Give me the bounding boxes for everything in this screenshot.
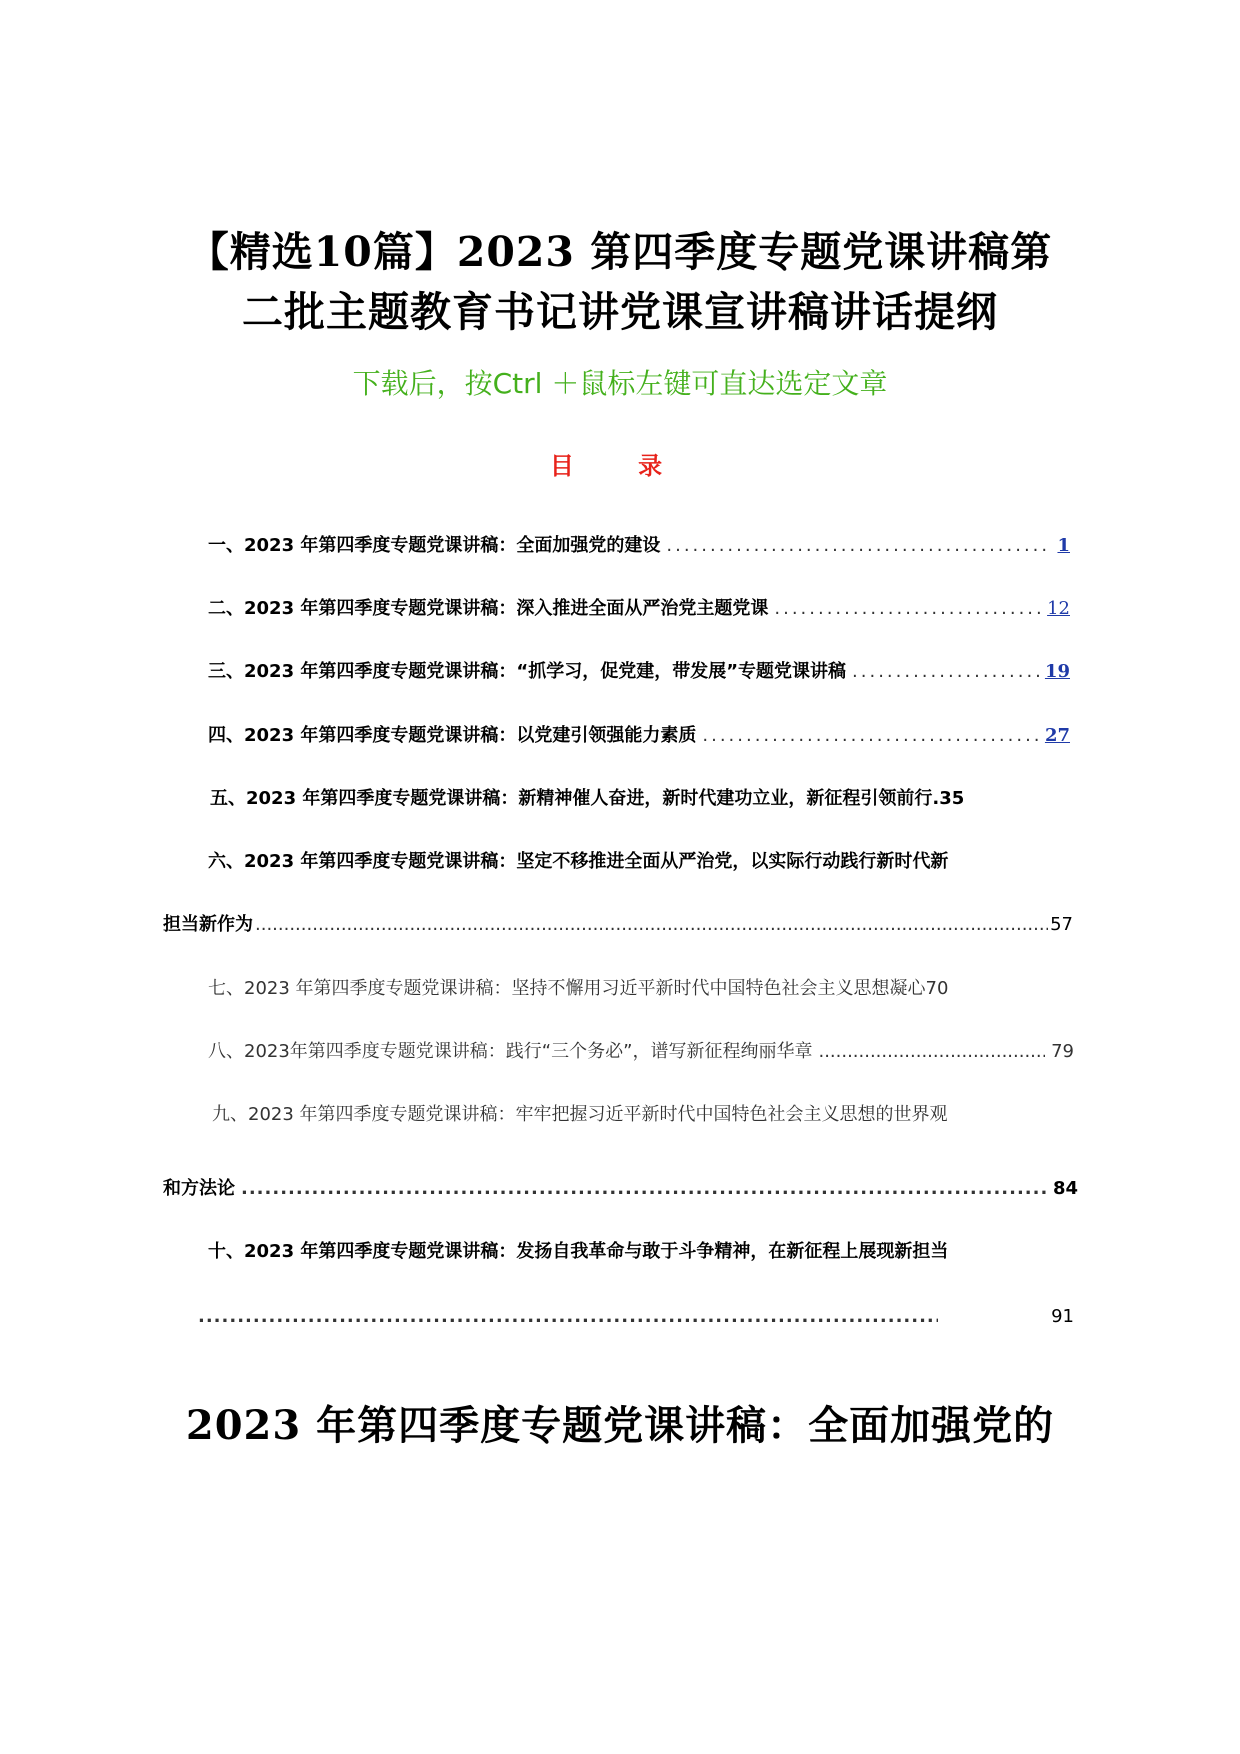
toc-entry-text: 五、2023 年第四季度专题党课讲稿：新精神催人奋进，新时代建功立业，新征程引领前行 [210,788,933,809]
toc-entry-6-continued[interactable] [163,910,1073,940]
toc-page-number[interactable]: .35 [932,788,965,809]
title-line-2: 二批主题教育书记讲党课宣讲稿讲话提纲 [242,288,998,336]
toc-leader-dots [255,910,1048,940]
toc-page-number[interactable]: 79 [1051,1041,1074,1062]
toc-entry-4[interactable] [208,721,1070,751]
toc-page-link[interactable]: 27 [1044,725,1070,746]
toc-entry-text-continued: 担当新作为 [163,914,253,935]
toc-entry-6[interactable] [208,847,1078,877]
toc-entry-2[interactable] [208,594,1070,624]
toc-entry-text-continued: 和方法论 [163,1178,235,1199]
toc-entry-3[interactable] [208,657,1070,687]
toc-entry-7[interactable] [208,974,1088,1004]
toc-leader-dots [666,531,1051,561]
navigation-hint: 下载后，按Ctrl ＋鼠标左键可直达选定文章 [352,367,888,400]
toc-page-number[interactable]: 70 [925,978,949,999]
toc-entry-text: 九、2023 年第四季度专题党课讲稿：牢牢把握习近平新时代中国特色社会主义思想的世界观 [212,1104,948,1125]
toc-entry-10[interactable] [208,1237,1078,1267]
toc-entry-5[interactable] [210,784,1072,814]
toc-entry-text: 四、2023 年第四季度专题党课讲稿：以党建引领强能力素质 [208,725,697,746]
toc-entry-9[interactable] [212,1100,1092,1130]
toc-page-number[interactable]: 57 [1050,914,1073,935]
toc-page-number[interactable]: 84 [1052,1178,1078,1199]
toc-entry-10-continued[interactable] [198,1302,1074,1332]
toc-entry-9-continued[interactable] [163,1174,1078,1204]
toc-leader-dots [198,1302,938,1332]
section-title: 2023 年第四季度专题党课讲稿：全面加强党的 [185,1402,1055,1449]
toc-entry-1[interactable] [208,531,1070,561]
toc-entry-text: 八、2023年第四季度专题党课讲稿：践行“三个务必”，谱写新征程绚丽华章 [208,1041,813,1062]
toc-entry-text: 十、2023 年第四季度专题党课讲稿：发扬自我革命与敢于斗争精神，在新征程上展现新担当 [208,1241,949,1262]
toc-entry-text: 六、2023 年第四季度专题党课讲稿：坚定不移推进全面从严治党，以实际行动践行新时代新 [208,851,949,872]
title-line-1: 【精选10篇】2023 第四季度专题党课讲稿第 [187,228,1053,276]
document-title [0,222,1240,342]
toc-entry-text: 七、2023 年第四季度专题党课讲稿：坚持不懈用习近平新时代中国特色社会主义思想凝心 [208,978,926,999]
toc-entry-text: 一、2023 年第四季度专题党课讲稿：全面加强党的建设 [208,535,661,556]
toc-leader-dots [852,657,1039,687]
toc-entry-text: 二、2023 年第四季度专题党课讲稿：深入推进全面从严治党主题党课 [208,598,769,619]
toc-entry-8[interactable] [208,1037,1074,1067]
toc-leader-dots [241,1174,1047,1204]
toc-page-link[interactable]: 1 [1057,535,1070,556]
toc-leader-dots [818,1037,1045,1067]
toc-page-number[interactable]: 91 [1051,1306,1074,1327]
toc-leader-dots [774,594,1041,624]
toc-heading: 目 录 [549,452,691,480]
toc-page-link[interactable]: 12 [1047,598,1070,619]
toc-entry-text: 三、2023 年第四季度专题党课讲稿：“抓学习，促党建，带发展”专题党课讲稿 [208,661,847,682]
toc-page-link[interactable]: 19 [1044,661,1070,682]
toc-leader-dots [702,721,1039,751]
